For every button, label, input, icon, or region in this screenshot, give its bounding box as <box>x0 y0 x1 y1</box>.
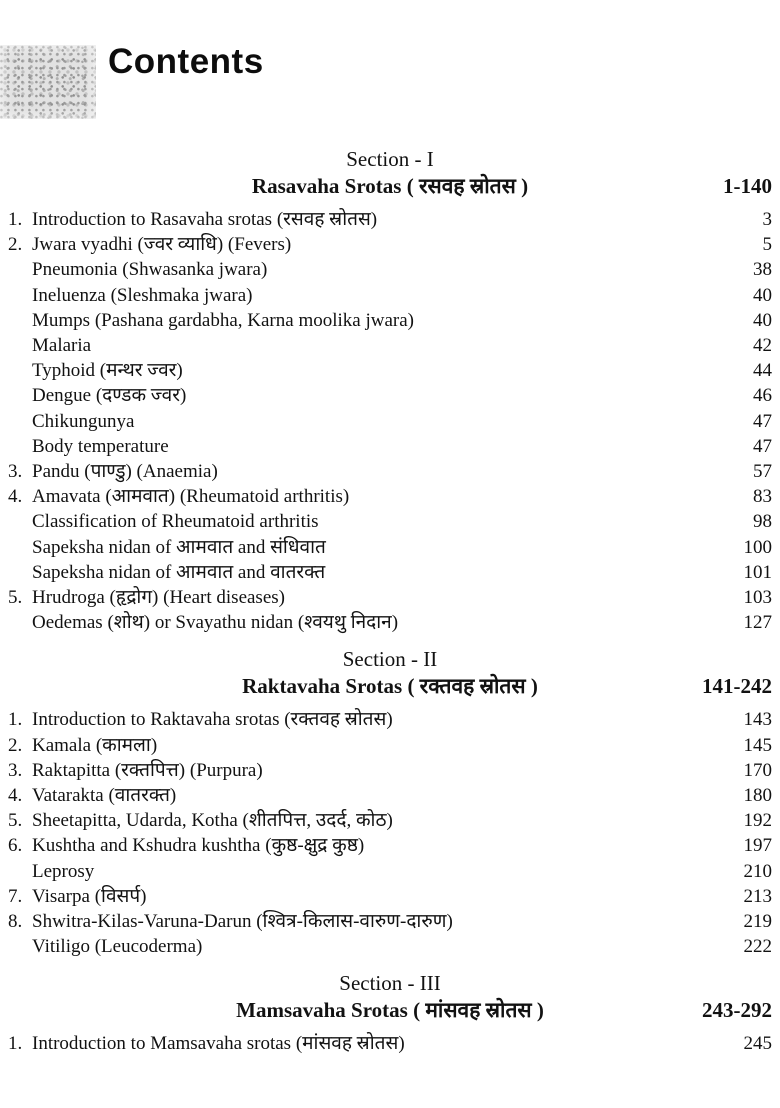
section-title-row <box>8 996 772 1024</box>
entry-title: Dengue (दण्डक ज्वर) <box>32 385 187 407</box>
entry-title: Chikungunya <box>32 410 135 432</box>
toc-row <box>8 833 772 858</box>
section-heading <box>8 970 772 1024</box>
toc-row <box>8 859 772 884</box>
entry-page: 40 <box>753 309 772 331</box>
entry-page: 192 <box>743 810 772 832</box>
entry-number: 5. <box>8 810 23 832</box>
entry-title: Typhoid (मन्थर ज्वर) <box>32 360 183 382</box>
entry-number: 3. <box>8 461 23 483</box>
section-entries <box>8 207 772 635</box>
entry-title: Introduction to Raktavaha srotas (रक्तवह स्रोतस) <box>32 709 393 731</box>
section-entries <box>8 707 772 959</box>
page-title: Contents <box>108 42 264 81</box>
entry-title: Malaria <box>32 335 92 357</box>
entry-title: Hrudroga (हृद्रोग) (Heart diseases) <box>32 587 285 609</box>
entry-title: Pandu (पाण्डु) (Anaemia) <box>32 461 218 483</box>
section-title: Raktavaha Srotas ( रक्तवह स्रोतस ) <box>242 674 538 699</box>
entry-number: 5. <box>8 587 23 609</box>
entry-number: 2. <box>8 734 23 756</box>
toc-row <box>8 707 772 732</box>
entry-title: Vatarakta (वातरक्त) <box>32 785 177 807</box>
entry-number: 6. <box>8 835 23 857</box>
toc-row <box>8 733 772 758</box>
toc-row <box>8 358 772 383</box>
toc-row <box>8 1031 772 1056</box>
entry-title: Ineluenza (Sleshmaka jwara) <box>32 284 253 306</box>
entry-page: 103 <box>743 587 772 609</box>
toc-row <box>8 484 772 509</box>
entry-page: 5 <box>762 234 772 256</box>
entry-title: Classification of Rheumatoid arthritis <box>32 511 319 533</box>
entry-page: 101 <box>743 561 772 583</box>
entry-title: Leprosy <box>32 860 95 882</box>
entry-title: Body temperature <box>32 435 169 457</box>
entry-title: Introduction to Mamsavaha srotas (मांसवह स्रोतस) <box>32 1033 405 1055</box>
toc-row <box>8 257 772 282</box>
entry-number: 4. <box>8 486 23 508</box>
toc-row <box>8 207 772 232</box>
entry-page: 3 <box>762 209 772 230</box>
entry-title: Jwara vyadhi (ज्वर व्याधि) (Fevers) <box>32 234 292 256</box>
entry-page: 98 <box>753 511 772 533</box>
entry-number: 8. <box>8 911 23 933</box>
section-label: Section - III <box>339 971 441 996</box>
entry-title: Amavata (आमवात) (Rheumatoid arthritis) <box>32 486 350 508</box>
toc-row <box>8 808 772 833</box>
toc-row <box>8 459 772 484</box>
entry-title: Vitiligo (Leucoderma) <box>32 936 203 958</box>
entry-page: 47 <box>753 435 772 457</box>
entry-title: Sheetapitta, Udarda, Kotha (शीतपित्त, उदर्द, कोठ) <box>32 810 393 832</box>
entry-page: 46 <box>753 385 772 407</box>
entry-number: 1. <box>8 709 23 731</box>
entry-number: 3. <box>8 759 23 781</box>
toc-row <box>8 333 772 358</box>
entry-title: Visarpa (विसर्प) <box>32 885 147 907</box>
toc-row <box>8 232 772 257</box>
toc-row <box>8 560 772 585</box>
section-title: Rasavaha Srotas ( रसवह स्रोतस ) <box>251 174 529 198</box>
entry-page: 170 <box>743 759 772 781</box>
section-heading <box>8 146 772 200</box>
entry-number: 4. <box>8 785 23 807</box>
entry-title: Oedemas (शोथ) or Svayathu nidan (श्वयथु निदान) <box>32 612 399 634</box>
entry-page: 219 <box>743 911 772 933</box>
toc-row <box>8 409 772 434</box>
entry-title: Kushtha and Kshudra kushtha (कुष्ठ-क्षुद्र कुष्ठ) <box>32 835 365 857</box>
toc-row <box>8 535 772 560</box>
entry-title: Raktapitta (रक्तपित्त) (Purpura) <box>32 759 263 781</box>
entry-page: 213 <box>743 885 772 907</box>
toc-row <box>8 434 772 459</box>
toc-row <box>8 585 772 610</box>
entry-number: 1. <box>8 1033 23 1055</box>
entry-page: 245 <box>743 1033 772 1055</box>
entry-page: 57 <box>753 461 772 483</box>
entry-page: 222 <box>743 936 772 958</box>
entry-page: 40 <box>753 284 772 306</box>
toc-row <box>8 758 772 783</box>
entry-page: 38 <box>753 259 772 281</box>
toc-row <box>8 783 772 808</box>
toc-row <box>8 308 772 333</box>
entry-number: 2. <box>8 234 23 256</box>
section-title-row <box>8 672 772 700</box>
entry-page: 143 <box>743 709 772 731</box>
table-of-contents <box>8 146 772 1068</box>
entry-title: Mumps (Pashana gardabha, Karna moolika jwara) <box>32 309 414 331</box>
entry-page: 42 <box>753 335 772 357</box>
entry-title: Shwitra-Kilas-Varuna-Darun (श्वित्र-किलास-वारुण-दारुण) <box>32 911 453 933</box>
entry-page: 210 <box>743 860 772 882</box>
toc-row <box>8 610 772 635</box>
entry-title: Pneumonia (Shwasanka jwara) <box>32 259 268 281</box>
section-label: Section - I <box>346 147 434 171</box>
section-heading <box>8 646 772 700</box>
entry-title: Sapeksha nidan of आमवात and वातरक्त <box>32 561 326 583</box>
entry-page: 197 <box>743 835 772 857</box>
entry-page: 100 <box>743 536 772 558</box>
section-title: Mamsavaha Srotas ( मांसवह स्रोतस ) <box>236 998 544 1023</box>
entry-page: 47 <box>753 410 772 432</box>
section-label: Section - II <box>342 647 438 672</box>
entry-page: 44 <box>753 360 772 382</box>
entry-page: 145 <box>743 734 772 756</box>
entry-page: 83 <box>753 486 772 508</box>
section-title-row <box>8 172 772 200</box>
scan-smudge <box>0 45 96 119</box>
section-page-range: 243-292 <box>702 998 772 1023</box>
entry-title: Kamala (कामला) <box>32 734 158 756</box>
toc-row <box>8 283 772 308</box>
entry-number: 1. <box>8 209 23 230</box>
toc-row <box>8 934 772 959</box>
entry-title: Introduction to Rasavaha srotas (रसवह स्रोतस) <box>32 209 378 230</box>
section-page-range: 1-140 <box>723 174 772 198</box>
entry-number: 7. <box>8 885 23 907</box>
entry-title: Sapeksha nidan of आमवात and संधिवात <box>32 536 326 558</box>
toc-row <box>8 509 772 534</box>
section-entries <box>8 1031 772 1056</box>
entry-page: 127 <box>743 612 772 634</box>
toc-row <box>8 909 772 934</box>
entry-page: 180 <box>743 785 772 807</box>
toc-row <box>8 884 772 909</box>
toc-row <box>8 383 772 408</box>
section-page-range: 141-242 <box>702 674 772 699</box>
